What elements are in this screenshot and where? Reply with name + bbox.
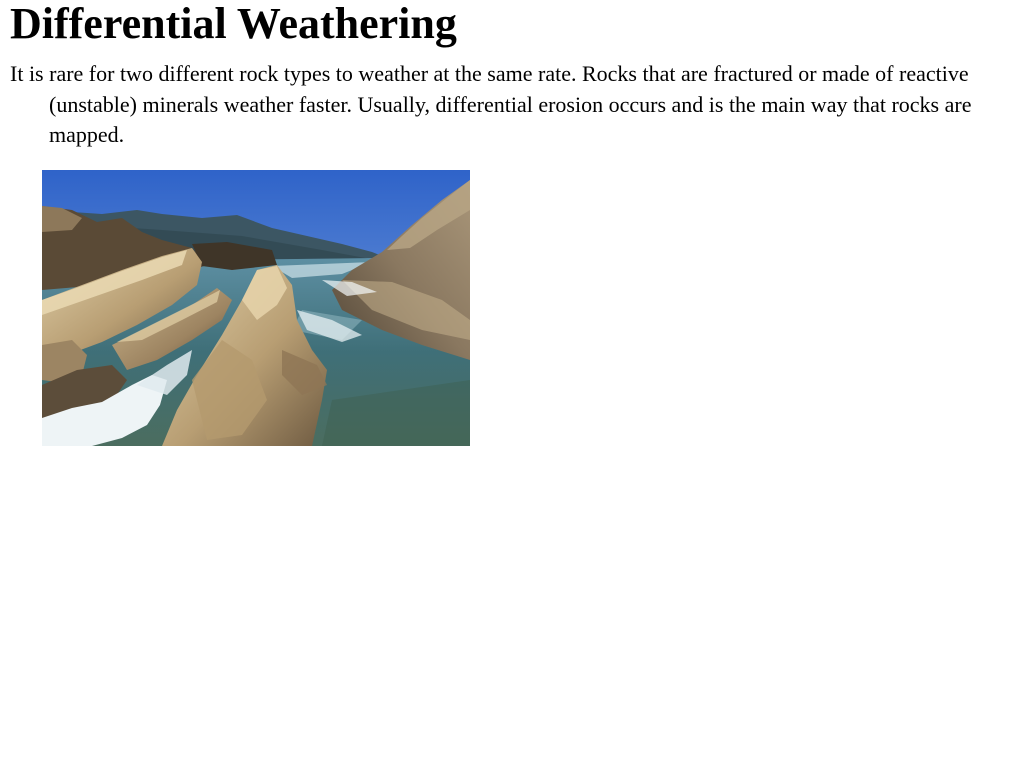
coastal-rock-illustration <box>42 170 470 446</box>
slide-body-text: It is rare for two different rock types to weather at the same rate. Rocks that are fractured or made of reactive (unstable) minerals weather faster. Usually, differential erosion occurs and is the main way that rocks are mapped. <box>10 61 972 147</box>
coastal-rock-photo <box>42 170 470 446</box>
slide-title: Differential Weathering <box>10 0 457 48</box>
